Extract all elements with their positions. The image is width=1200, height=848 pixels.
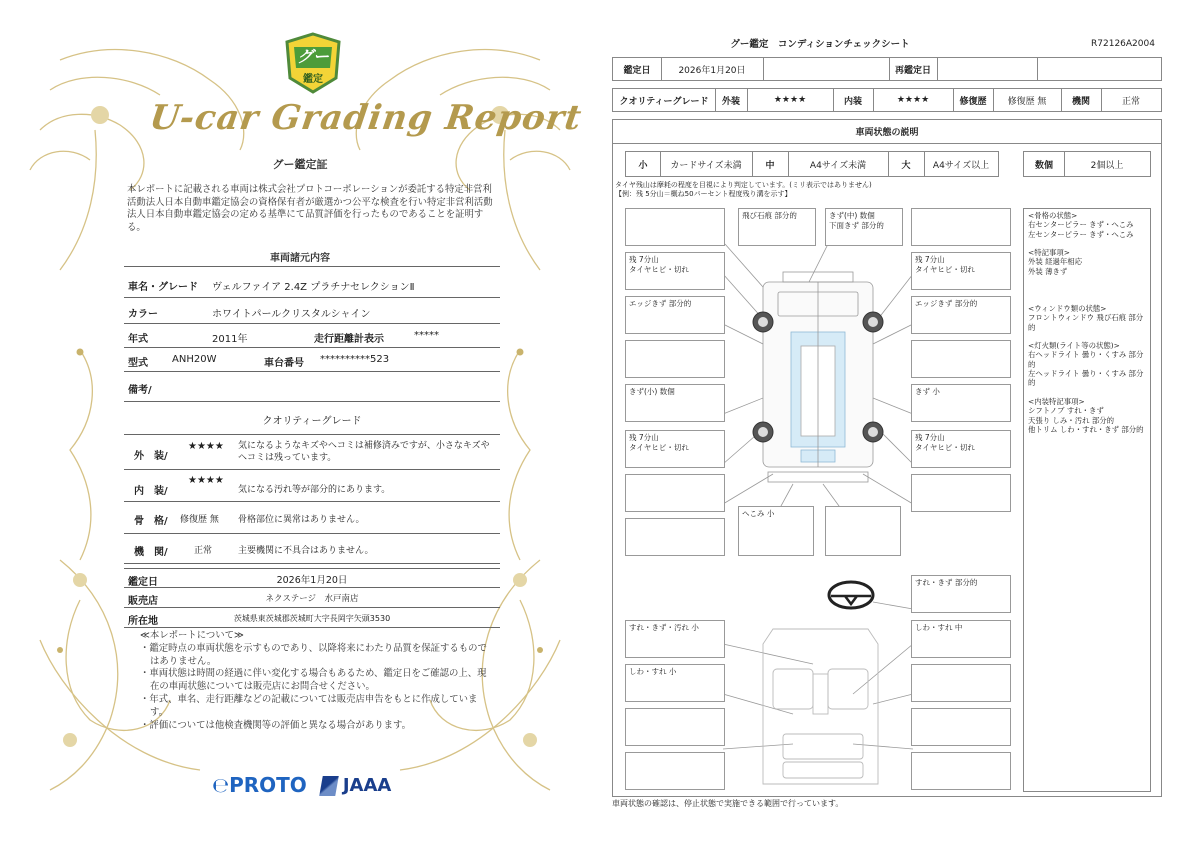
proto-mark-icon: ℮ bbox=[212, 773, 230, 797]
engine-value: 正常 bbox=[194, 546, 213, 556]
sheet-id: R72126A2004 bbox=[1091, 39, 1155, 49]
quality-row-engine bbox=[124, 534, 500, 564]
int-label: 内 装/ bbox=[134, 486, 168, 497]
comment-box-empty bbox=[911, 664, 1011, 702]
note-item: ・鑑定時点の車両状態を示すものであり、以降将来にわたり品質を保証するものではありません。 bbox=[140, 642, 487, 667]
repair-value: 修復歴 無 bbox=[1007, 96, 1047, 107]
comment-top-2: きず(中) 数個 下面きず 部分的 bbox=[825, 208, 903, 246]
engine-label: 機関 bbox=[1071, 96, 1090, 107]
comment-box-empty bbox=[625, 208, 725, 246]
tire-note: タイヤ残山は摩耗の程度を目視により判定しています。(ミリ表示ではありません) bbox=[615, 181, 872, 189]
int-text: 気になる汚れ等が部分的にあります。 bbox=[238, 485, 391, 495]
color-value: ホワイトパールクリスタルシャイン bbox=[212, 309, 371, 320]
spec-row-name bbox=[124, 266, 500, 298]
comment-scratch-right: きず 小 bbox=[911, 384, 1011, 422]
info-row-address bbox=[124, 608, 500, 628]
shop-value: ネクステージ 水戸南店 bbox=[265, 594, 359, 604]
grade-row bbox=[612, 88, 1162, 112]
comment-edge-left: エッジきず 部分的 bbox=[625, 296, 725, 334]
date-value: 2026年1月20日 bbox=[678, 65, 746, 76]
int-stars: ★★★★ bbox=[188, 475, 224, 486]
note-item: ・車両状態は時間の経過に伴い変化する場合もあるため、鑑定日をご確認の上、現在の車両状態については販売店にお問合せください。 bbox=[140, 668, 487, 693]
count-legend bbox=[1023, 151, 1151, 177]
comment-tire-rear-left: 残 7分山 タイヤヒビ・切れ bbox=[625, 430, 725, 468]
quality-row-frame bbox=[124, 502, 500, 534]
jaaa-logo-text: JAAA bbox=[342, 774, 392, 796]
jaaa-logo bbox=[321, 775, 392, 796]
side-notes-box bbox=[1023, 208, 1151, 792]
comment-box-empty bbox=[625, 708, 725, 746]
certificate-title: グー鑑定証 bbox=[272, 158, 328, 171]
badge-text: グー bbox=[296, 47, 329, 66]
comment-box-empty bbox=[911, 752, 1011, 790]
shop-label: 販売店 bbox=[128, 596, 158, 607]
comment-box-empty bbox=[625, 518, 725, 556]
comment-top-1: 飛び石痕 部分的 bbox=[738, 208, 816, 246]
comment-box-empty bbox=[625, 474, 725, 512]
comment-edge-right: エッジきず 部分的 bbox=[911, 296, 1011, 334]
date-row bbox=[612, 57, 1162, 81]
int-label: 内装 bbox=[843, 96, 862, 107]
notes-title: ≪本レポートについて≫ bbox=[140, 630, 244, 641]
comment-dent: へこみ 小 bbox=[738, 506, 814, 556]
count-value: 2個以上 bbox=[1090, 160, 1124, 171]
comment-box-empty bbox=[911, 208, 1011, 246]
comment-tire-rear-right: 残 7分山 タイヤヒビ・切れ bbox=[911, 430, 1011, 468]
note-item: ・評価については他検査機関等の評価と異なる場合があります。 bbox=[140, 719, 411, 731]
report-notes bbox=[140, 630, 490, 732]
divider bbox=[1037, 58, 1038, 80]
engine-value: 正常 bbox=[1121, 96, 1140, 107]
engine-label: 機 関/ bbox=[134, 547, 168, 558]
date-value: 2026年1月20日 bbox=[276, 575, 348, 586]
addr-value: 茨城県東茨城郡茨城町大字長岡字矢頭3530 bbox=[233, 614, 391, 623]
comment-box-empty bbox=[911, 474, 1011, 512]
ext-stars: ★★★★ bbox=[188, 441, 224, 452]
certificate-intro: 本レポートに記載される車両は株式会社プロトコーポレーションが委託する特定非営利活動法人日本自動車鑑定協会の資格保有者が厳選かつ公平な検査を行い特定非営利活動法人日本自動車鑑定協会の定める基準にて品質評価を行ったものであることを証明する。 bbox=[127, 184, 493, 233]
comment-tire-front-right: 残 7分山 タイヤヒビ・切れ bbox=[911, 252, 1011, 290]
mileage-label: 走行距離計表示 bbox=[314, 334, 384, 345]
size-small-text: カードサイズ未満 bbox=[670, 160, 742, 171]
sheet-title: グー鑑定 コンディションチェックシート bbox=[730, 39, 910, 50]
year-label: 年式 bbox=[128, 334, 148, 345]
size-mid-text: A4サイズ未満 bbox=[809, 160, 867, 171]
ext-text: 気になるようなキズやヘコミは補修済みですが、小さなキズやヘコミは残っています。 bbox=[238, 441, 490, 463]
spec-row-year bbox=[124, 324, 500, 348]
date-label: 鑑定日 bbox=[128, 577, 158, 588]
comment-interior-2: しわ・すれ 中 bbox=[911, 620, 1011, 658]
engine-text: 主要機関に不具合はありません。 bbox=[238, 546, 374, 556]
spec-table bbox=[124, 266, 500, 626]
footer-note: 車両状態の確認は、停止状態で実施できる範囲で行っています。 bbox=[612, 799, 844, 808]
year-value: 2011年 bbox=[212, 334, 248, 345]
side-notes-text: <骨格の状態> 右センターピラー きず・へこみ 左センターピラー きず・へこみ <特記事項> 外装 経過年相応 外装 薄きず <ウィンドウ類の状態> フロントウィンドウ 飛び石痕 部分的 <灯火類(ライト等の状態)> 右ヘッドライト 曇り・くすみ 部分的 左ヘッドライト 曇り・くすみ 部分的 <内装特記事項> シフトノブ すれ・きず 天張り しみ・汚れ 部分的 他トリム しわ・すれ・きず 部分的 bbox=[1028, 211, 1144, 434]
grade-label: クオリティーグレード bbox=[619, 96, 709, 107]
proto-logo-text: PROTO bbox=[229, 773, 307, 797]
color-label: カラー bbox=[128, 309, 158, 320]
quality-row-interior bbox=[124, 470, 500, 502]
addr-label: 所在地 bbox=[128, 616, 158, 627]
condition-check-sheet bbox=[600, 0, 1200, 848]
size-legend bbox=[625, 151, 999, 177]
frame-label: 骨 格/ bbox=[134, 516, 168, 527]
comment-tire-front-left: 残 7分山 タイヤヒビ・切れ bbox=[625, 252, 725, 290]
chassis-value: **********523 bbox=[320, 354, 390, 365]
comment-box-empty bbox=[625, 752, 725, 790]
goo-kantei-badge bbox=[284, 32, 342, 94]
remarks-label: 備考/ bbox=[128, 385, 152, 396]
spec-row-model bbox=[124, 348, 500, 372]
name-label: 車名・グレード bbox=[128, 282, 198, 293]
size-big-text: A4サイズ以上 bbox=[932, 160, 990, 171]
spec-row-remarks bbox=[124, 372, 500, 402]
comment-box-empty bbox=[625, 340, 725, 378]
logo-row bbox=[212, 772, 391, 798]
size-small-label: 小 bbox=[638, 160, 648, 171]
quality-title: クオリティーグレード bbox=[262, 416, 362, 427]
count-label: 数個 bbox=[1034, 160, 1053, 171]
comment-box-empty bbox=[911, 340, 1011, 378]
spec-section-title: 車両諸元内容 bbox=[270, 253, 330, 264]
info-row-date bbox=[124, 568, 500, 588]
repair-label: 修復歴 bbox=[959, 96, 987, 107]
tire-example: 【例：残 5分山＝概ね50パーセント程度残り溝を示す】 bbox=[615, 190, 792, 198]
size-big-label: 大 bbox=[901, 160, 911, 171]
condition-panel bbox=[612, 119, 1162, 797]
spec-row-color bbox=[124, 298, 500, 324]
model-value: ANH20W bbox=[172, 354, 217, 365]
quality-row-exterior bbox=[124, 434, 500, 470]
model-label: 型式 bbox=[128, 358, 148, 369]
redate-label: 再鑑定日 bbox=[894, 65, 931, 76]
frame-value: 修復歴 無 bbox=[180, 515, 219, 525]
comment-interior-3: しわ・すれ 小 bbox=[625, 664, 725, 702]
info-row-shop bbox=[124, 588, 500, 608]
chassis-label: 車台番号 bbox=[264, 358, 304, 369]
comment-scratch-left: きず(小) 数個 bbox=[625, 384, 725, 422]
divider bbox=[937, 58, 938, 80]
divider bbox=[763, 58, 764, 80]
ext-label: 外装 bbox=[721, 96, 740, 107]
proto-logo bbox=[212, 773, 307, 797]
size-mid-label: 中 bbox=[765, 160, 775, 171]
comment-box-empty bbox=[911, 708, 1011, 746]
date-label: 鑑定日 bbox=[623, 65, 651, 76]
ext-label: 外 装/ bbox=[134, 451, 168, 462]
jaaa-mark-icon bbox=[319, 776, 339, 796]
frame-text: 骨格部位に異常はありません。 bbox=[238, 515, 365, 525]
int-stars: ★★★★ bbox=[896, 95, 930, 105]
comment-box-empty bbox=[825, 506, 901, 556]
note-item: ・年式、車名、走行距離などの記載については販売店申告をもとに作成しています。 bbox=[140, 693, 478, 718]
comment-interior-1: すれ・きず・汚れ 小 bbox=[625, 620, 725, 658]
badge-sub: 鑑定 bbox=[303, 74, 323, 85]
ext-stars: ★★★★ bbox=[773, 95, 807, 105]
section-title: 車両状態の説明 bbox=[613, 120, 1161, 144]
comment-steering: すれ・きず 部分的 bbox=[911, 575, 1011, 613]
report-script-title: U-car Grading Report bbox=[147, 98, 585, 138]
name-value: ヴェルファイア 2.4Z プラチナセレクションⅡ bbox=[212, 282, 415, 293]
mileage-value: ***** bbox=[414, 330, 439, 341]
